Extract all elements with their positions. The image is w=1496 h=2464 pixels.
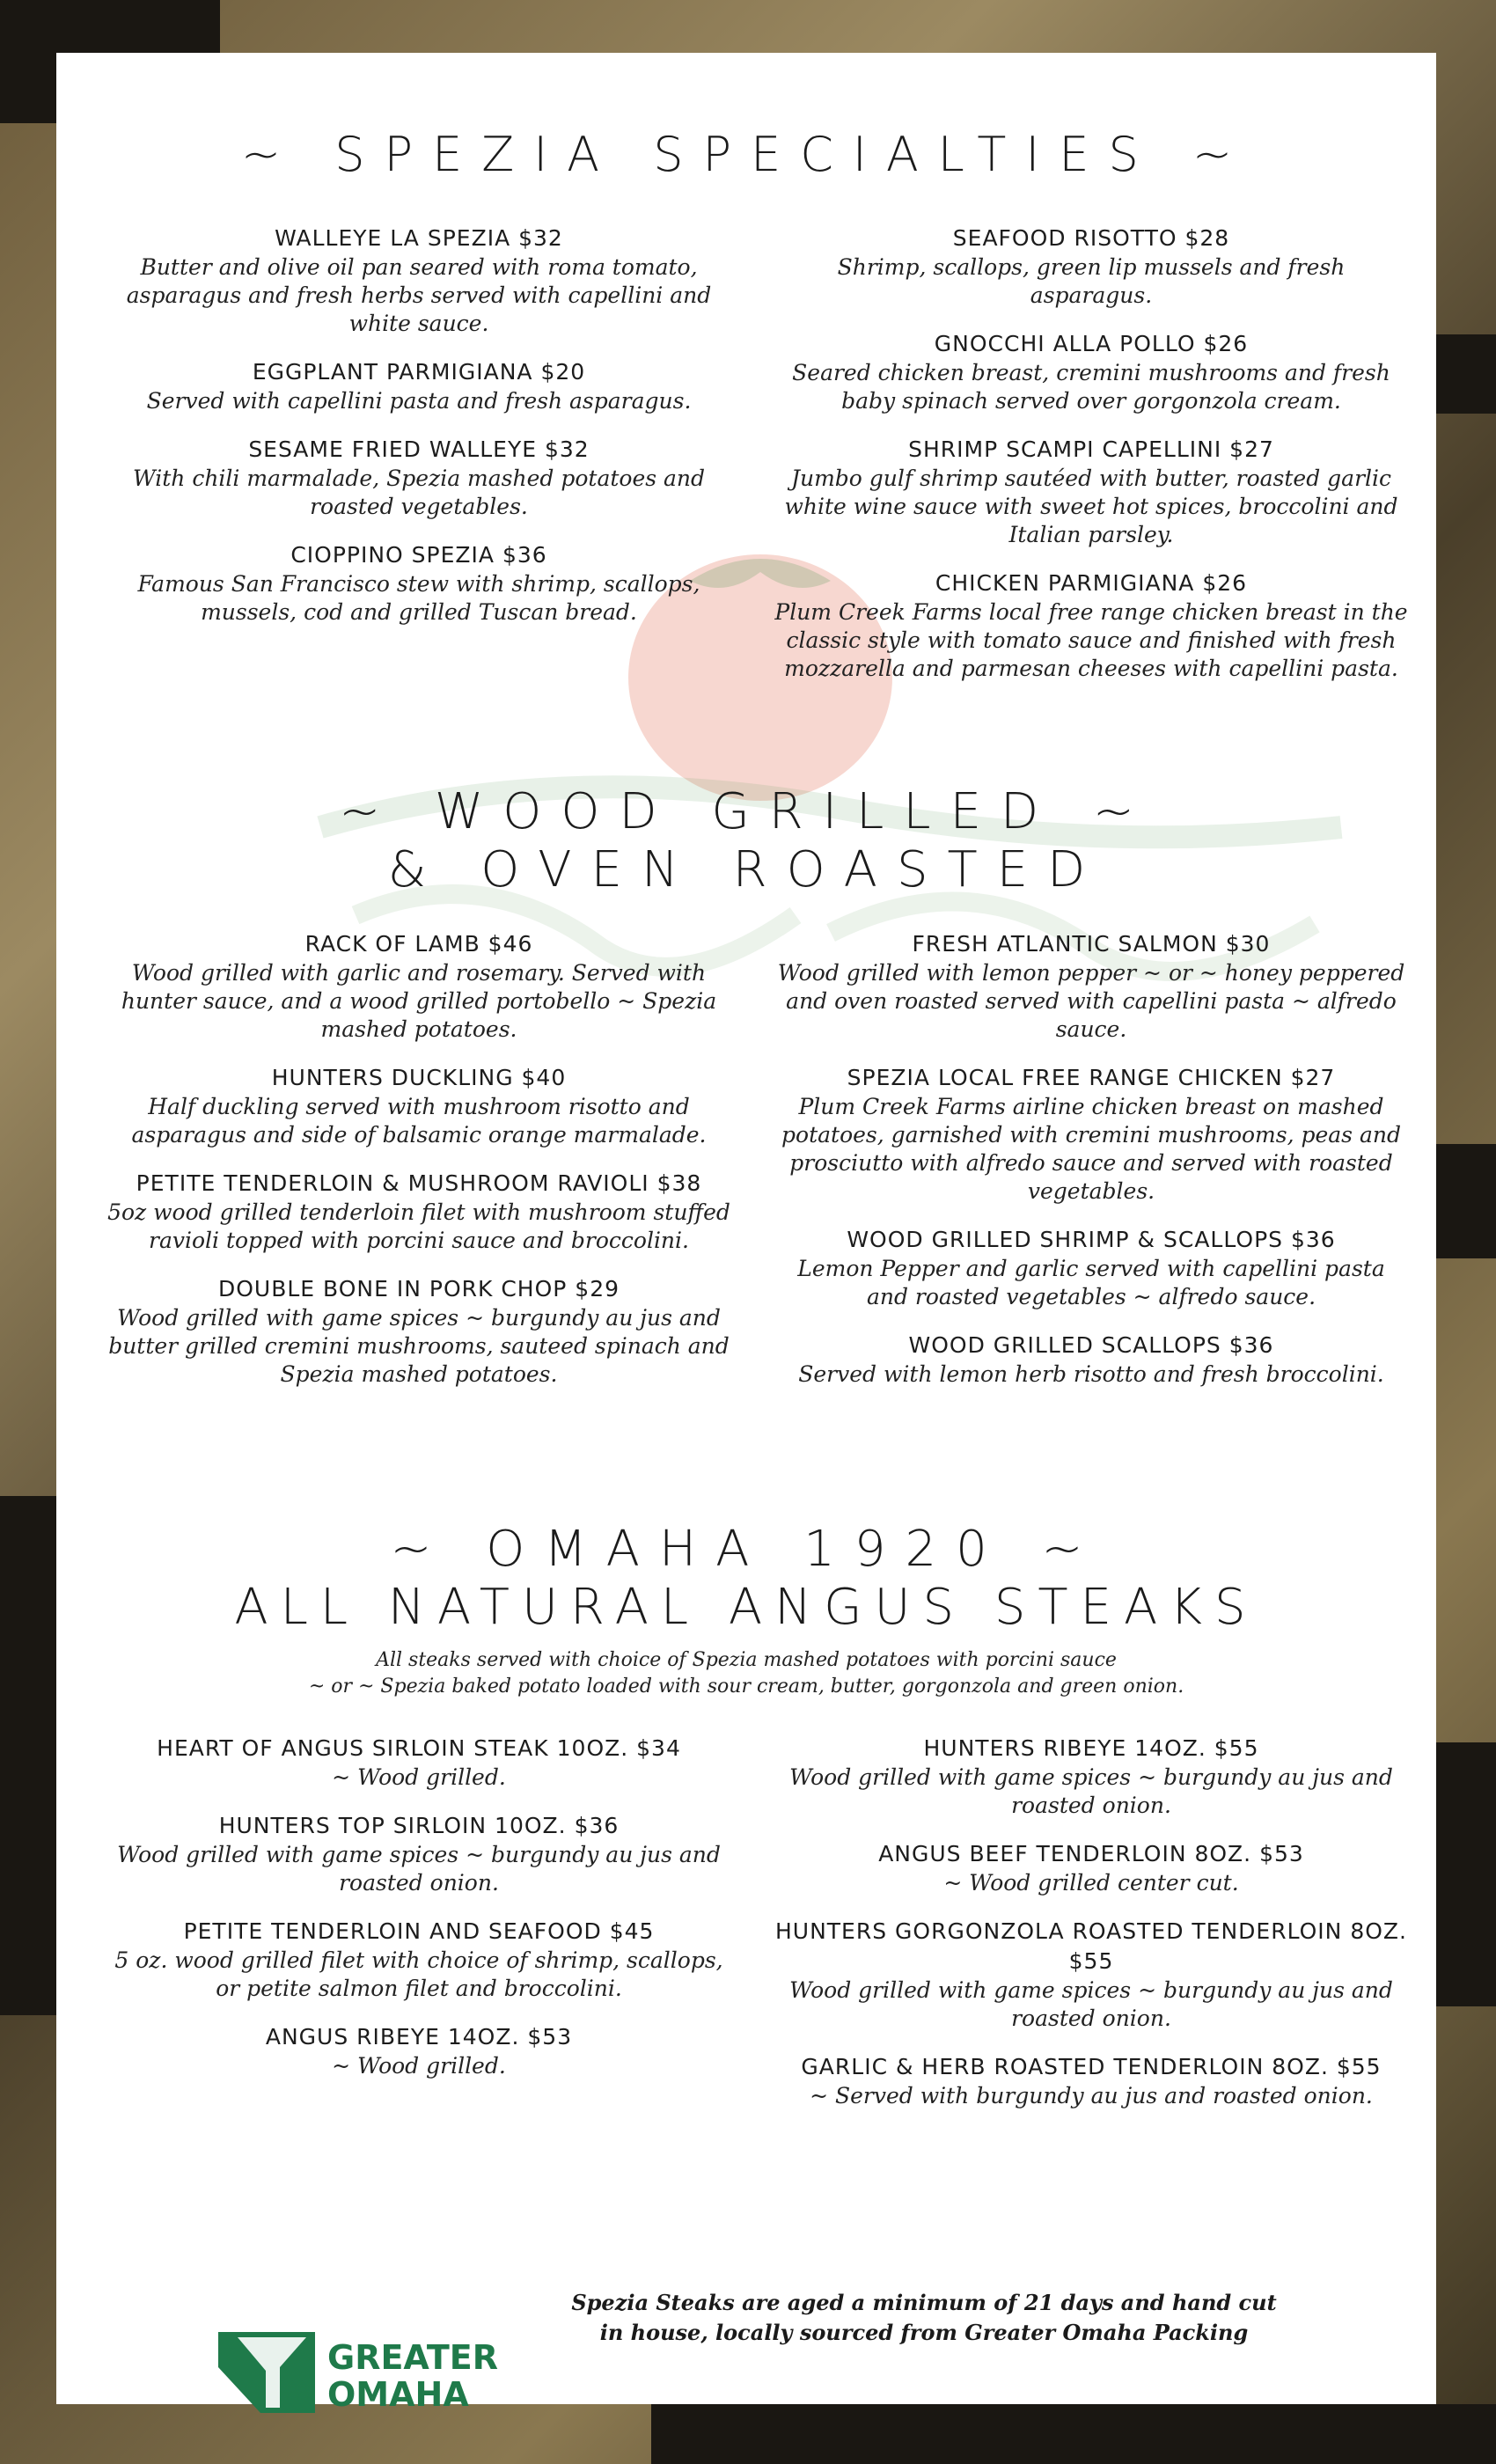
menu-item bbox=[774, 1917, 1408, 2033]
menu-item bbox=[102, 540, 736, 627]
item-description: 5oz wood grilled tenderloin filet with mushroom stuffed ravioli topped with porcini sauce and broccolini. bbox=[107, 1199, 730, 1253]
steaks-note bbox=[56, 1647, 1436, 1700]
footer-note: Spezia Steaks are aged a minimum of 21 days and hand cut in house, locally sourced from Greater Omaha Packing bbox=[571, 2290, 1277, 2345]
menu-item bbox=[102, 357, 736, 415]
menu-item bbox=[774, 1063, 1408, 1206]
menu-item bbox=[102, 1811, 736, 1897]
item-name: ANGUS BEEF TENDERLOIN 8OZ. $53 bbox=[878, 1841, 1304, 1866]
item-name: ANGUS RIBEYE 14OZ. $53 bbox=[265, 2024, 573, 2050]
menu-item bbox=[774, 1734, 1408, 1820]
menu-page bbox=[56, 53, 1436, 2413]
section-subtitle-oven-roasted: & OVEN ROASTED bbox=[387, 841, 1105, 898]
menu-item bbox=[774, 329, 1408, 415]
item-description: ~ Served with burgundy au jus and roasted onion. bbox=[810, 2083, 1373, 2108]
item-description: Plum Creek Farms airline chicken breast on mashed potatoes, garnished with cremini mushrooms, peas and prosciutto with alfredo sauce and served with roasted vegetables. bbox=[781, 1094, 1401, 1204]
item-name: HEART OF ANGUS SIRLOIN STEAK 10OZ. $34 bbox=[157, 1735, 681, 1761]
frame-block bbox=[1436, 1144, 1496, 1258]
item-description: Served with lemon herb risotto and fresh broccolini. bbox=[798, 1361, 1384, 1387]
item-description: Butter and olive oil pan seared with roma tomato, asparagus and fresh herbs served with capellini and white sauce. bbox=[126, 254, 712, 336]
item-name: DOUBLE BONE IN PORK CHOP $29 bbox=[217, 1276, 620, 1302]
logo-line-2: OMAHA bbox=[327, 2375, 469, 2413]
menu-item bbox=[774, 1225, 1408, 1311]
item-name: CIOPPINO SPEZIA $36 bbox=[290, 542, 547, 568]
wood-grilled-right-column bbox=[774, 929, 1408, 1408]
section-title-omaha: ~ OMAHA 1920 ~ bbox=[390, 1521, 1103, 1578]
frame-block bbox=[0, 1496, 56, 2015]
item-name: SPEZIA LOCAL FREE RANGE CHICKEN $27 bbox=[847, 1065, 1336, 1090]
steaks-right-column bbox=[774, 1734, 1408, 2130]
menu-item bbox=[102, 929, 736, 1044]
frame-block bbox=[1436, 334, 1496, 414]
steaks-left-column bbox=[102, 1734, 736, 2100]
item-description: Wood grilled with game spices ~ burgundy au jus and butter grilled cremini mushrooms, sauteed spinach and Spezia mashed potatoes. bbox=[108, 1305, 730, 1387]
logo-line-1: GREATER bbox=[327, 2338, 499, 2377]
item-description: Wood grilled with game spices ~ burgundy au jus and roasted onion. bbox=[117, 1842, 721, 1896]
item-name: WOOD GRILLED SCALLOPS $36 bbox=[908, 1332, 1274, 1358]
frame-block bbox=[1436, 1742, 1496, 2006]
item-description: Plum Creek Farms local free range chicken breast in the classic style with tomato sauce and finished with fresh mozzarella and parmesan cheeses with capellini pasta. bbox=[774, 599, 1408, 681]
specialties-left-column bbox=[102, 224, 736, 646]
item-description: Wood grilled with game spices ~ burgundy au jus and roasted onion. bbox=[789, 1764, 1393, 1818]
item-name: PETITE TENDERLOIN & MUSHROOM RAVIOLI $38 bbox=[136, 1170, 702, 1196]
item-name: HUNTERS RIBEYE 14OZ. $55 bbox=[923, 1735, 1259, 1761]
item-description: Seared chicken breast, cremini mushrooms and fresh baby spinach served over gorgonzola cream. bbox=[792, 360, 1390, 414]
item-name: SHRIMP SCAMPI CAPELLINI $27 bbox=[908, 436, 1274, 462]
wood-grilled-left-column bbox=[102, 929, 736, 1408]
item-description: 5 oz. wood grilled filet with choice of shrimp, scallops, or petite salmon filet and broccolini. bbox=[114, 1947, 723, 2001]
item-name: CHICKEN PARMIGIANA $26 bbox=[935, 570, 1248, 596]
item-description: Half duckling served with mushroom risotto and asparagus and side of balsamic orange marmalade. bbox=[131, 1094, 707, 1148]
item-name: WALLEYE LA SPEZIA $32 bbox=[275, 225, 563, 251]
frame-block bbox=[651, 2404, 1496, 2464]
item-description: Wood grilled with garlic and rosemary. Served with hunter sauce, and a wood grilled portobello ~ Spezia mashed potatoes. bbox=[121, 960, 717, 1042]
greater-omaha-logo bbox=[218, 2332, 570, 2413]
section-subtitle-angus-steaks: ALL NATURAL ANGUS STEAKS bbox=[234, 1579, 1258, 1636]
item-description: Famous San Francisco stew with shrimp, scallops, mussels, cod and grilled Tuscan bread. bbox=[137, 571, 700, 625]
menu-item bbox=[102, 224, 736, 338]
item-name: HUNTERS DUCKLING $40 bbox=[271, 1065, 567, 1090]
item-description: Wood grilled with game spices ~ burgundy au jus and roasted onion. bbox=[789, 1977, 1393, 2031]
item-name: GNOCCHI ALLA POLLO $26 bbox=[934, 331, 1249, 356]
item-description: Shrimp, scallops, green lip mussels and fresh asparagus. bbox=[837, 254, 1346, 308]
item-description: Wood grilled with lemon pepper ~ or ~ honey peppered and oven roasted served with capellini pasta ~ alfredo sauce. bbox=[777, 960, 1405, 1042]
specialties-right-column bbox=[774, 224, 1408, 702]
menu-item bbox=[774, 224, 1408, 310]
item-description: With chili marmalade, Spezia mashed potatoes and roasted vegetables. bbox=[132, 466, 706, 519]
frame-block bbox=[0, 0, 56, 123]
item-name: PETITE TENDERLOIN AND SEAFOOD $45 bbox=[183, 1918, 655, 1944]
menu-item bbox=[774, 1331, 1408, 1389]
item-name: SEAFOOD RISOTTO $28 bbox=[952, 225, 1230, 251]
menu-item bbox=[102, 1917, 736, 2003]
item-description: ~ Wood grilled. bbox=[332, 2053, 506, 2079]
item-name: HUNTERS GORGONZOLA ROASTED TENDERLOIN 8OZ. $55 bbox=[774, 1918, 1407, 1974]
item-name: RACK OF LAMB $46 bbox=[304, 931, 533, 957]
menu-item bbox=[102, 1274, 736, 1389]
item-description: Lemon Pepper and garlic served with capellini pasta and roasted vegetables ~ alfredo sauce. bbox=[797, 1256, 1385, 1309]
item-description: ~ Wood grilled center cut. bbox=[943, 1870, 1239, 1896]
item-description: ~ Wood grilled. bbox=[332, 1764, 506, 1790]
menu-item bbox=[102, 1063, 736, 1149]
section-title-wood-grilled: ~ WOOD GRILLED ~ bbox=[339, 783, 1154, 840]
steaks-note-line: All steaks served with choice of Spezia mashed potatoes with porcini sauce bbox=[376, 1649, 1117, 1671]
item-name: GARLIC & HERB ROASTED TENDERLOIN 8OZ. $55 bbox=[801, 2054, 1382, 2079]
menu-item bbox=[102, 435, 736, 521]
menu-item bbox=[774, 435, 1408, 549]
item-name: SESAME FRIED WALLEYE $32 bbox=[248, 436, 590, 462]
item-description: Served with capellini pasta and fresh asparagus. bbox=[146, 388, 692, 414]
item-name: WOOD GRILLED SHRIMP & SCALLOPS $36 bbox=[847, 1227, 1336, 1252]
item-name: FRESH ATLANTIC SALMON $30 bbox=[912, 931, 1271, 957]
menu-item bbox=[774, 568, 1408, 683]
section-title-specialties: ~ SPEZIA SPECIALTIES ~ bbox=[240, 127, 1252, 182]
item-name: EGGPLANT PARMIGIANA $20 bbox=[252, 359, 586, 385]
menu-item bbox=[774, 2052, 1408, 2110]
menu-item bbox=[102, 1734, 736, 1792]
menu-item bbox=[774, 1839, 1408, 1897]
steaks-note-line: ~ or ~ Spezia baked potato loaded with sour cream, butter, gorgonzola and green onion. bbox=[308, 1676, 1184, 1698]
item-name: HUNTERS TOP SIRLOIN 10OZ. $36 bbox=[218, 1813, 620, 1838]
menu-item bbox=[102, 2022, 736, 2080]
item-description: Jumbo gulf shrimp sautéed with butter, roasted garlic white wine sauce with sweet hot spices, broccolini and Italian parsley. bbox=[784, 466, 1398, 547]
menu-item bbox=[774, 929, 1408, 1044]
menu-item bbox=[102, 1169, 736, 1255]
